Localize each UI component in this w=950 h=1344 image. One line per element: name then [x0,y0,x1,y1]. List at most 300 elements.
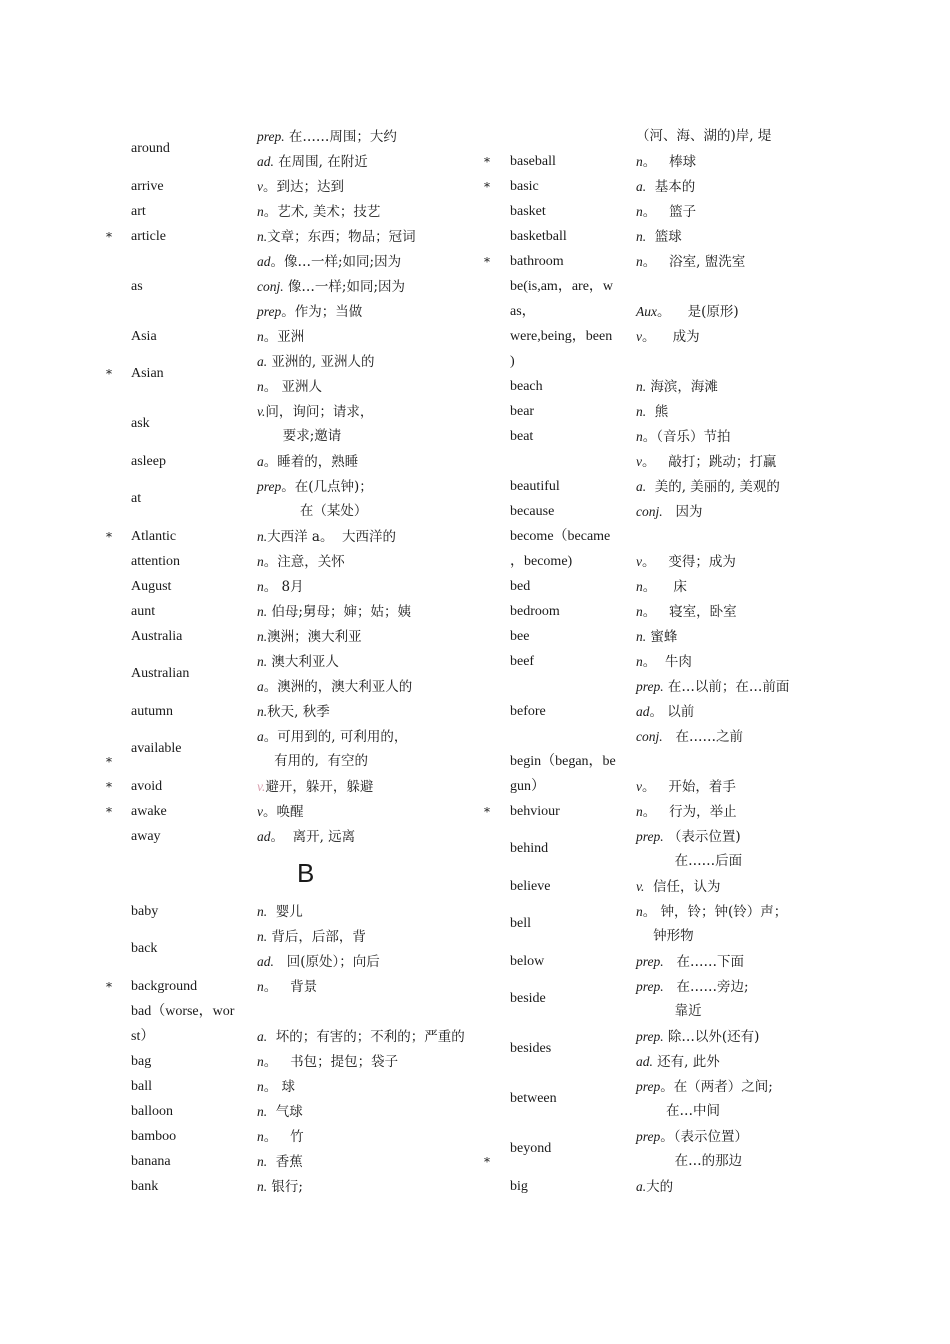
definition-text: （河、海、湖的)岸, 堤 [636,128,772,144]
entry-definition [636,149,696,174]
entry-definition [636,824,741,849]
definition-text: 伯母;舅母；婶；姑；姨 [267,604,411,620]
part-of-speech: conj. [257,279,284,294]
entry-word: bear [510,404,535,419]
part-of-speech: n [636,254,643,269]
definition-text: 在…中间 [636,1103,721,1119]
part-of-speech: n [636,204,643,219]
entry-word: beach [510,379,543,394]
part-of-speech: n. [257,1154,268,1169]
part-of-speech: a. [636,179,647,194]
entry-definition [257,124,397,149]
part-of-speech: ad. [257,154,274,169]
entry-word: baseball [510,154,556,169]
part-of-speech: v [636,554,642,569]
entry-word: bee [510,629,530,644]
definition-text: 大西洋 a。 大西洋的 [267,529,397,545]
definition-text: 。到达；达到 [263,179,344,195]
part-of-speech: n [257,379,264,394]
entry-definition [636,1049,720,1074]
entry-definition [636,574,687,599]
part-of-speech: n [257,1054,264,1069]
entry-word: be(is,am，are，w [510,279,614,294]
definition-text: 。在（两者）之间; [660,1079,773,1095]
entry-definition [636,1124,748,1149]
part-of-speech: n. [257,229,268,244]
entry-definition [257,224,416,249]
definition-text: 坏的；有害的；不利的；严重的 [267,1029,465,1045]
entry-definition [257,199,380,224]
important-star: * [106,367,112,381]
part-of-speech: v [636,779,642,794]
part-of-speech: n [636,904,643,919]
entry-word: bag [131,1054,152,1069]
entry-definition [257,1049,398,1074]
entry-word: Australia [131,629,183,644]
definition-text: 蜜蜂 [646,629,678,645]
part-of-speech: v [257,179,263,194]
entry-word: ，become) [510,554,573,569]
important-star: * [484,1155,490,1169]
definition-text: 文章；东西；物品；冠词 [267,229,416,245]
definition-text: 。 亚洲人 [263,379,323,395]
entry-word: ask [131,416,150,431]
entry-definition [257,549,345,574]
definition-text: 靠近 [636,1003,702,1019]
entry-definition [257,1124,304,1149]
part-of-speech: v. [257,779,266,794]
definition-text: 。 竹 [263,1129,304,1145]
definition-text: 在…的那边 [636,1153,743,1169]
entry-definition [636,699,694,724]
entry-word: Asia [131,329,157,344]
entry-definition [257,424,341,449]
definition-text: 钟形物 [636,928,694,944]
part-of-speech: n. [257,904,268,919]
entry-definition [636,799,737,824]
entry-definition [257,1099,303,1124]
entry-definition [636,849,742,874]
entry-word: available [131,741,182,756]
definition-text: 。 离开, 远离 [270,829,356,845]
definition-text: 。在(几点钟)； [281,479,373,495]
entry-definition [636,874,720,899]
entry-word: beat [510,429,534,444]
entry-definition [636,399,668,424]
part-of-speech: prep. [636,829,664,844]
definition-text: 银行; [267,1179,303,1195]
part-of-speech: prep [636,1079,661,1094]
part-of-speech: conj. [636,504,663,519]
definition-text: 篮球 [646,229,682,245]
definition-text: 背后，后部，背 [267,929,366,945]
definition-text: 要求;邀请 [257,428,342,444]
definition-text: 。 变得；成为 [642,554,736,570]
part-of-speech: a [257,729,264,744]
entry-definition [257,949,380,974]
entry-definition [257,374,322,399]
part-of-speech: ad. [257,954,274,969]
entry-definition [636,949,744,974]
definition-text: 问，询问；请求， [265,404,374,420]
entry-definition [636,174,695,199]
entry-definition [257,649,339,674]
entry-definition [636,1149,742,1174]
definition-text: 在……旁边; [663,979,749,995]
entry-word: were,being，been [510,329,613,344]
part-of-speech: n. [257,529,268,544]
entry-word: st） [131,1029,155,1044]
part-of-speech: a. [636,479,647,494]
entry-word: because [510,504,555,519]
entry-definition [636,974,749,999]
definition-text: 在……周围；大约 [284,129,397,145]
part-of-speech: n [636,154,643,169]
definition-text: 气球 [267,1104,303,1120]
entry-word: bedroom [510,604,560,619]
important-star: * [106,780,112,794]
part-of-speech: n. [257,604,268,619]
definition-text: 信任，认为 [644,879,721,895]
entry-definition [257,824,355,849]
entry-definition [257,174,344,199]
important-star: * [484,255,490,269]
entry-word: arrive [131,179,164,194]
entry-definition [257,324,304,349]
part-of-speech: prep. [636,954,664,969]
important-star: * [106,980,112,994]
entry-definition [257,274,405,299]
entry-word: ) [510,354,515,369]
part-of-speech: conj. [636,729,663,744]
entry-definition [636,499,703,524]
definition-text: 。唤醒 [263,804,304,820]
entry-word: autumn [131,704,173,719]
entry-definition [636,374,718,399]
definition-text: 。可用到的, 可利用的， [263,729,408,745]
entry-definition [257,1024,465,1049]
entry-word: beyond [510,1141,552,1156]
definition-text: 香蕉 [267,1154,303,1170]
part-of-speech: prep. [636,979,664,994]
definition-text: 。艺术, 美术；技艺 [263,204,381,220]
part-of-speech: n [636,804,643,819]
important-star: * [484,180,490,194]
entry-definition [636,299,739,324]
definition-text: 。 浴室, 盥洗室 [642,254,746,270]
definition-text: 。 以前 [649,704,695,720]
definition-text: 澳大利亚人 [267,654,339,670]
definition-text: 大的 [646,1179,674,1195]
entry-word: around [131,141,170,156]
definition-text: 。 床 [642,579,687,595]
entry-word: beef [510,654,535,669]
part-of-speech: v [636,454,642,469]
entry-definition [636,549,736,574]
important-star: * [106,530,112,544]
entry-definition [257,249,401,274]
entry-definition [636,1074,773,1099]
part-of-speech: ad [636,704,650,719]
entry-word: begin（began，be [510,754,616,769]
entry-word: behind [510,841,549,856]
entry-word: awake [131,804,167,819]
entry-definition [257,699,330,724]
important-star: * [106,755,112,769]
definition-text: 。澳洲的，澳大利亚人的 [263,679,413,695]
entry-definition [636,674,789,699]
part-of-speech: ad [257,829,271,844]
entry-definition [636,624,677,649]
entry-word: bank [131,1179,159,1194]
entry-definition [257,499,367,524]
definition-text: 。（音乐）节拍 [642,429,731,445]
part-of-speech: n [636,604,643,619]
important-star: * [106,805,112,819]
important-star: * [484,155,490,169]
definition-text: 在……下面 [663,954,744,970]
part-of-speech: n. [257,1104,268,1119]
part-of-speech: n [636,579,643,594]
definition-text: 。 背景 [263,979,318,995]
entry-definition [257,1074,295,1099]
entry-word: at [131,491,142,506]
entry-definition [636,999,702,1024]
definition-text: 美的, 美丽的, 美观的 [646,479,780,495]
entry-definition [257,974,317,999]
entry-word: below [510,954,545,969]
entry-word: as [131,279,143,294]
definition-text: （表示位置) [663,829,741,845]
entry-word: beside [510,991,546,1006]
entry-definition [257,924,366,949]
entry-definition [257,474,373,499]
entry-definition [636,924,694,949]
part-of-speech: n [257,204,264,219]
entry-word: avoid [131,779,163,794]
important-star: * [106,230,112,244]
entry-word: aunt [131,604,156,619]
entry-word: ball [131,1079,152,1094]
entry-definition [636,324,700,349]
entry-definition [636,899,787,924]
entry-definition [257,1149,303,1174]
entry-word: big [510,1179,528,1194]
definition-text: 。（表示位置） [660,1129,748,1145]
definition-text: 澳洲；澳大利亚 [267,629,362,645]
entry-definition [257,624,362,649]
definition-text: 。像…一样;如同;因为 [270,254,402,270]
definition-text: 。 是(原形) [657,304,739,320]
entry-definition [636,199,696,224]
definition-text: 婴儿 [267,904,303,920]
entry-definition [257,524,396,549]
definition-text: 像…一样;如同;因为 [283,279,406,295]
part-of-speech: Aux [636,304,657,319]
entry-word: attention [131,554,180,569]
definition-text: 在……后面 [636,853,743,869]
part-of-speech: a [257,679,264,694]
part-of-speech: a [257,454,264,469]
definition-text: 。 牛肉 [642,654,692,670]
part-of-speech: n. [257,929,268,944]
entry-word: Asian [131,366,164,381]
definition-text: 海滨，海滩 [646,379,718,395]
entry-word: Australian [131,666,190,681]
entry-word: baby [131,904,159,919]
definition-text: 还有, 此外 [652,1054,720,1070]
definition-text: 。 寝室，卧室 [642,604,737,620]
entry-definition [257,574,304,599]
entry-definition [636,1024,759,1049]
part-of-speech: v [636,329,642,344]
part-of-speech: n. [257,704,268,719]
part-of-speech: n. [636,229,647,244]
definition-text: 熊 [646,404,669,420]
entry-definition [257,899,303,924]
entry-definition [636,474,780,499]
entry-definition [257,724,407,749]
part-of-speech: n. [636,404,647,419]
definition-text: 。睡着的，熟睡 [263,454,359,470]
entry-definition [257,299,362,324]
part-of-speech: a. [257,354,268,369]
part-of-speech: a. [636,1179,647,1194]
part-of-speech: v. [257,404,266,419]
entry-word: bell [510,916,531,931]
entry-word: art [131,204,146,219]
entry-definition [257,774,373,799]
part-of-speech: n [636,654,643,669]
entry-definition [257,399,373,424]
entry-definition [257,449,358,474]
definition-text: 因为 [662,504,703,520]
entry-word: banana [131,1154,171,1169]
entry-definition [636,599,737,624]
entry-word: article [131,229,166,244]
entry-word: basic [510,179,539,194]
definition-text: 有用的, 有空的 [257,753,369,769]
definition-text: 。 钟，铃；钟(铃）声； [642,904,788,920]
entry-word: bad（worse，wor [131,1004,235,1019]
part-of-speech: prep [257,304,282,319]
section-letter-b: B [297,858,315,888]
entry-word: as， [510,304,536,319]
entry-definition [636,224,682,249]
entry-definition [257,349,375,374]
entry-definition [636,449,776,474]
definition-text: 。 球 [263,1079,296,1095]
part-of-speech: prep. [257,129,285,144]
entry-word: become（became [510,529,611,544]
part-of-speech: prep. [636,679,664,694]
entry-definition [257,749,368,774]
entry-word: away [131,829,161,844]
entry-definition [636,1099,720,1124]
part-of-speech: n [257,1079,264,1094]
entry-word: before [510,704,546,719]
part-of-speech: n. [636,629,647,644]
definition-text: 。 行为，举止 [642,804,737,820]
definition-text: 在（某处） [257,503,368,519]
definition-text: 。注意，关怀 [263,554,345,570]
definition-text: 。 成为 [642,329,700,345]
definition-text: 。 书包；提包；袋子 [263,1054,399,1070]
entry-word: bed [510,579,531,594]
part-of-speech: n. [257,629,268,644]
definition-text: 。亚洲 [263,329,305,345]
part-of-speech: n [257,1129,264,1144]
part-of-speech: prep [636,1129,661,1144]
entry-definition [636,1174,673,1199]
part-of-speech: n. [636,379,647,394]
entry-word: back [131,941,158,956]
entry-word: basket [510,204,546,219]
definition-text: 。 开始，着手 [642,779,736,795]
entry-word: behviour [510,804,560,819]
definition-text: 基本的 [646,179,696,195]
part-of-speech: n [257,579,264,594]
definition-text: 。 棒球 [642,154,697,170]
entry-word: between [510,1091,557,1106]
entry-word: believe [510,879,551,894]
definition-text: 在……之前 [662,729,743,745]
definition-text: 除…以外(还有) [663,1029,760,1045]
part-of-speech: v. [636,879,645,894]
entry-word: bathroom [510,254,564,269]
definition-text: 亚洲的, 亚洲人的 [267,354,375,370]
definition-text: 。作为；当做 [281,304,363,320]
entry-definition [636,649,692,674]
part-of-speech: a. [257,1029,268,1044]
entry-definition [636,774,736,799]
part-of-speech: n. [257,654,268,669]
part-of-speech: n [257,979,264,994]
entry-word: balloon [131,1104,173,1119]
part-of-speech: ad [257,254,271,269]
part-of-speech: n [257,329,264,344]
definition-text: 在周围, 在附近 [273,154,368,170]
definition-text: 回(原处）；向后 [273,954,380,970]
entry-word: gun） [510,779,545,794]
definition-text: 在…以前；在…前面 [663,679,790,695]
entry-definition [257,149,368,174]
definition-text: 。 8月 [263,579,304,595]
definition-text: 。 敲打；跳动；打赢 [642,454,777,470]
part-of-speech: n [257,554,264,569]
definition-text: 。 篮子 [642,204,697,220]
part-of-speech: v [257,804,263,819]
definition-text: 避开，躲开，躲避 [265,779,374,795]
entry-word: basketball [510,229,567,244]
entry-definition [636,124,771,149]
entry-definition [257,599,411,624]
part-of-speech: ad. [636,1054,653,1069]
entry-word: besides [510,1041,552,1056]
entry-word: asleep [131,454,166,469]
entry-definition [257,1174,303,1199]
part-of-speech: prep [257,479,282,494]
part-of-speech: n [636,429,643,444]
entry-definition [257,674,412,699]
entry-definition [636,424,731,449]
part-of-speech: prep. [636,1029,664,1044]
definition-text: 秋天, 秋季 [267,704,330,720]
entry-word: bamboo [131,1129,177,1144]
entry-definition [636,724,743,749]
entry-word: August [131,579,172,594]
entry-definition [636,249,745,274]
